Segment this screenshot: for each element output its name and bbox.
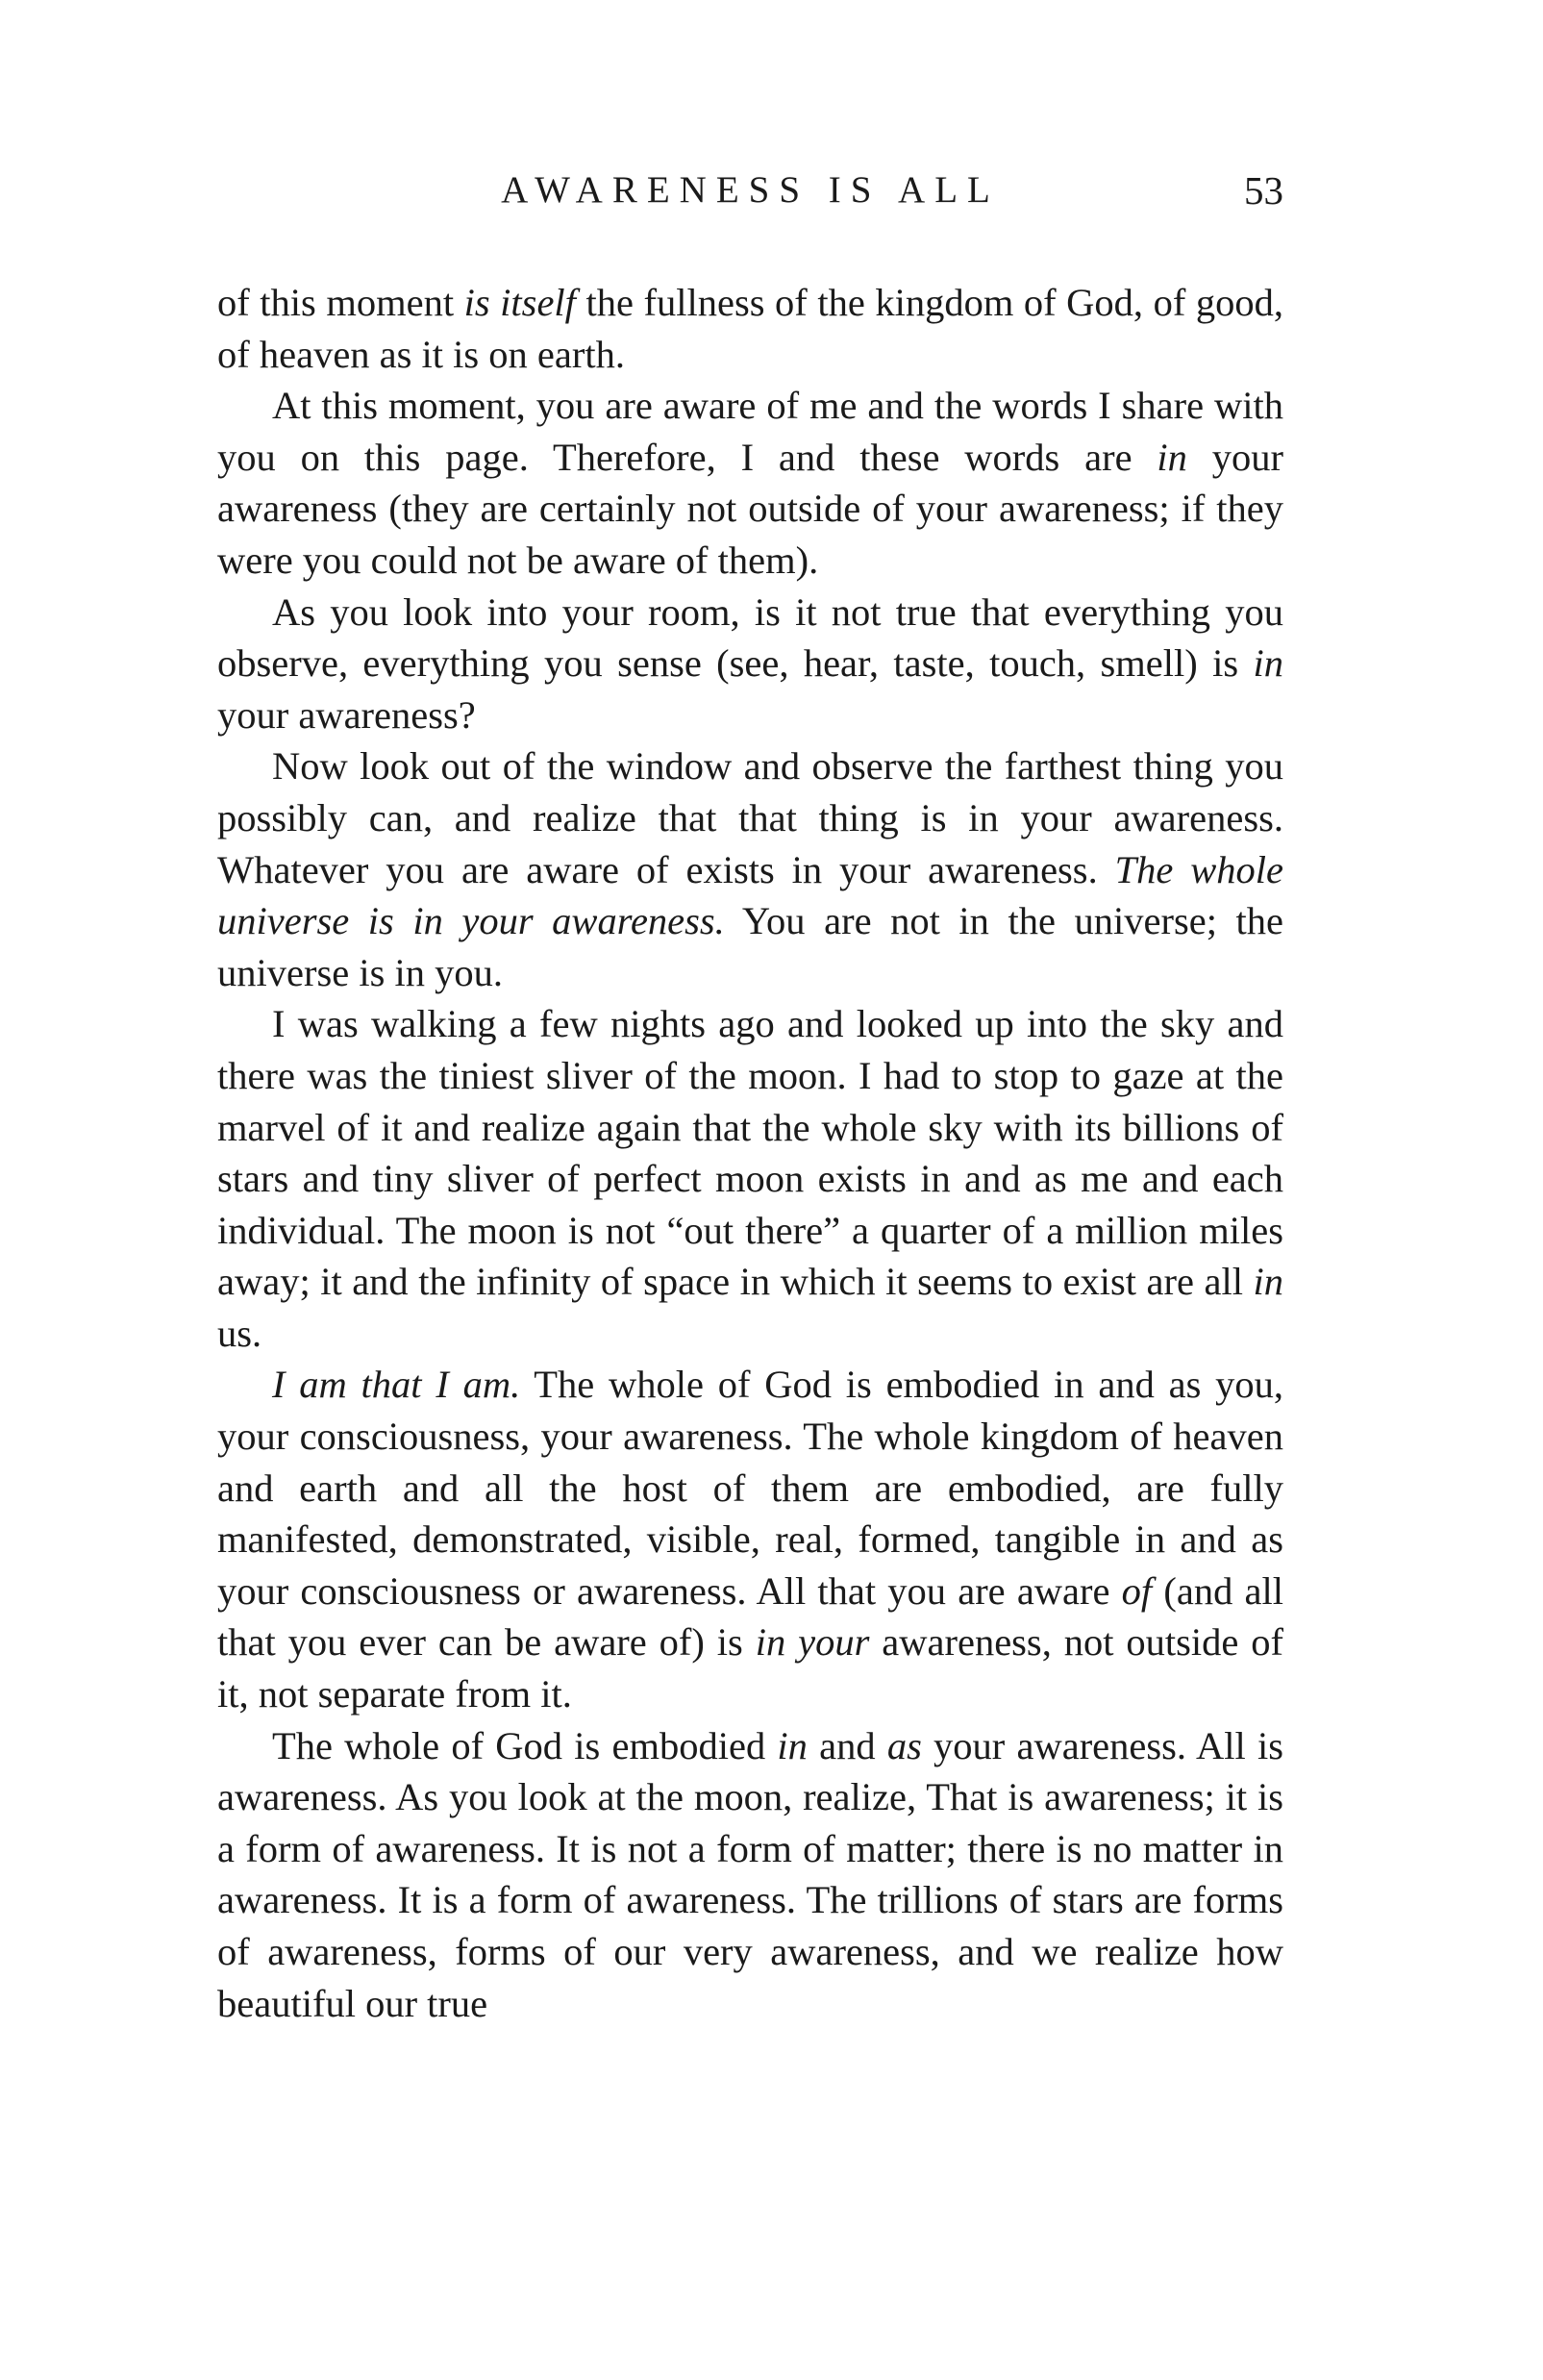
paragraph-4 bbox=[217, 740, 1283, 998]
text-run: your awareness? bbox=[217, 692, 476, 737]
text-run: The whole of God is embodied in and as you, your consciousness, your awareness. The whole kingdom of heaven and earth and all the host of them are embodied, are fully manifested, demonstrated, visible, real, formed, tangible in and as your consciousness or awareness. All that you are aware bbox=[217, 1363, 1283, 1613]
paragraph-1 bbox=[217, 277, 1283, 380]
text-run: You are not in the universe; the universe is in you. bbox=[217, 899, 1284, 994]
text-run: As you look into your room, is it not true that everything you observe, everything you sense (see, hear, taste, touch, smell) is bbox=[217, 589, 1283, 686]
page-number: 53 bbox=[1244, 168, 1283, 213]
text-run: I was walking a few nights ago and looked up into the sky and there was the tiniest sliver of the moon. I had to stop to gaze at the marvel of it and realize again that the whole sky with its billions of stars and tiny sliver of perfect moon exists in and as me and each individual. The moon is not “out there” a quarter of a million miles away; it and the infinity of space in which it seems to exist are all bbox=[217, 1002, 1283, 1304]
emphasis: as bbox=[886, 1723, 922, 1767]
emphasis: of bbox=[1121, 1568, 1153, 1613]
running-title: AWARENESS IS ALL bbox=[501, 169, 1000, 211]
body-text bbox=[217, 277, 1283, 2029]
text-run: the fullness of the kingdom of God, of good, of heaven as it is on earth. bbox=[217, 281, 1283, 376]
text-run: (and all that you ever can be aware of) is bbox=[217, 1568, 1283, 1665]
text-run: and bbox=[807, 1723, 887, 1767]
text-run: your awareness (they are certainly not outside of your awareness; if they were you could not be aware of them). bbox=[217, 435, 1283, 582]
emphasis: in bbox=[1157, 435, 1187, 479]
paragraph-3 bbox=[217, 587, 1283, 741]
emphasis: I am that I am. bbox=[272, 1363, 521, 1407]
text-run: At this moment, you are aware of me and the words I share with you on this page. Therefore, I and these words are bbox=[217, 384, 1283, 479]
emphasis: in bbox=[777, 1723, 808, 1767]
text-run: of this moment bbox=[217, 281, 464, 324]
running-head bbox=[217, 162, 1283, 219]
text-run: Now look out of the window and observe the farthest thing you possibly can, and realize that that thing is in your awareness. Whatever you are aware of exists in your awareness. bbox=[217, 744, 1283, 891]
paragraph-5 bbox=[217, 998, 1283, 1359]
emphasis: in bbox=[1253, 641, 1283, 686]
paragraph-7 bbox=[217, 1720, 1283, 2030]
text-run: us. bbox=[217, 1311, 262, 1355]
emphasis: The whole universe is in your awareness. bbox=[217, 847, 1283, 943]
emphasis: is itself bbox=[463, 281, 576, 324]
paragraph-2 bbox=[217, 380, 1283, 586]
paragraph-6 bbox=[217, 1359, 1283, 1719]
text-run: The whole of God is embodied bbox=[272, 1723, 778, 1767]
text-run: your awareness. All is awareness. As you look at the moon, realize, That is awareness; it is a form of awareness. It is not a form of matter; there is no matter in awareness. It is a form of awareness. The trillions of stars are forms of awareness, forms of our very awareness, and we realize how beautiful our true bbox=[217, 1723, 1283, 2025]
text-run: awareness, not outside of it, not separate from it. bbox=[217, 1620, 1284, 1716]
emphasis: in bbox=[1253, 1260, 1283, 1304]
emphasis: in your bbox=[755, 1620, 870, 1665]
